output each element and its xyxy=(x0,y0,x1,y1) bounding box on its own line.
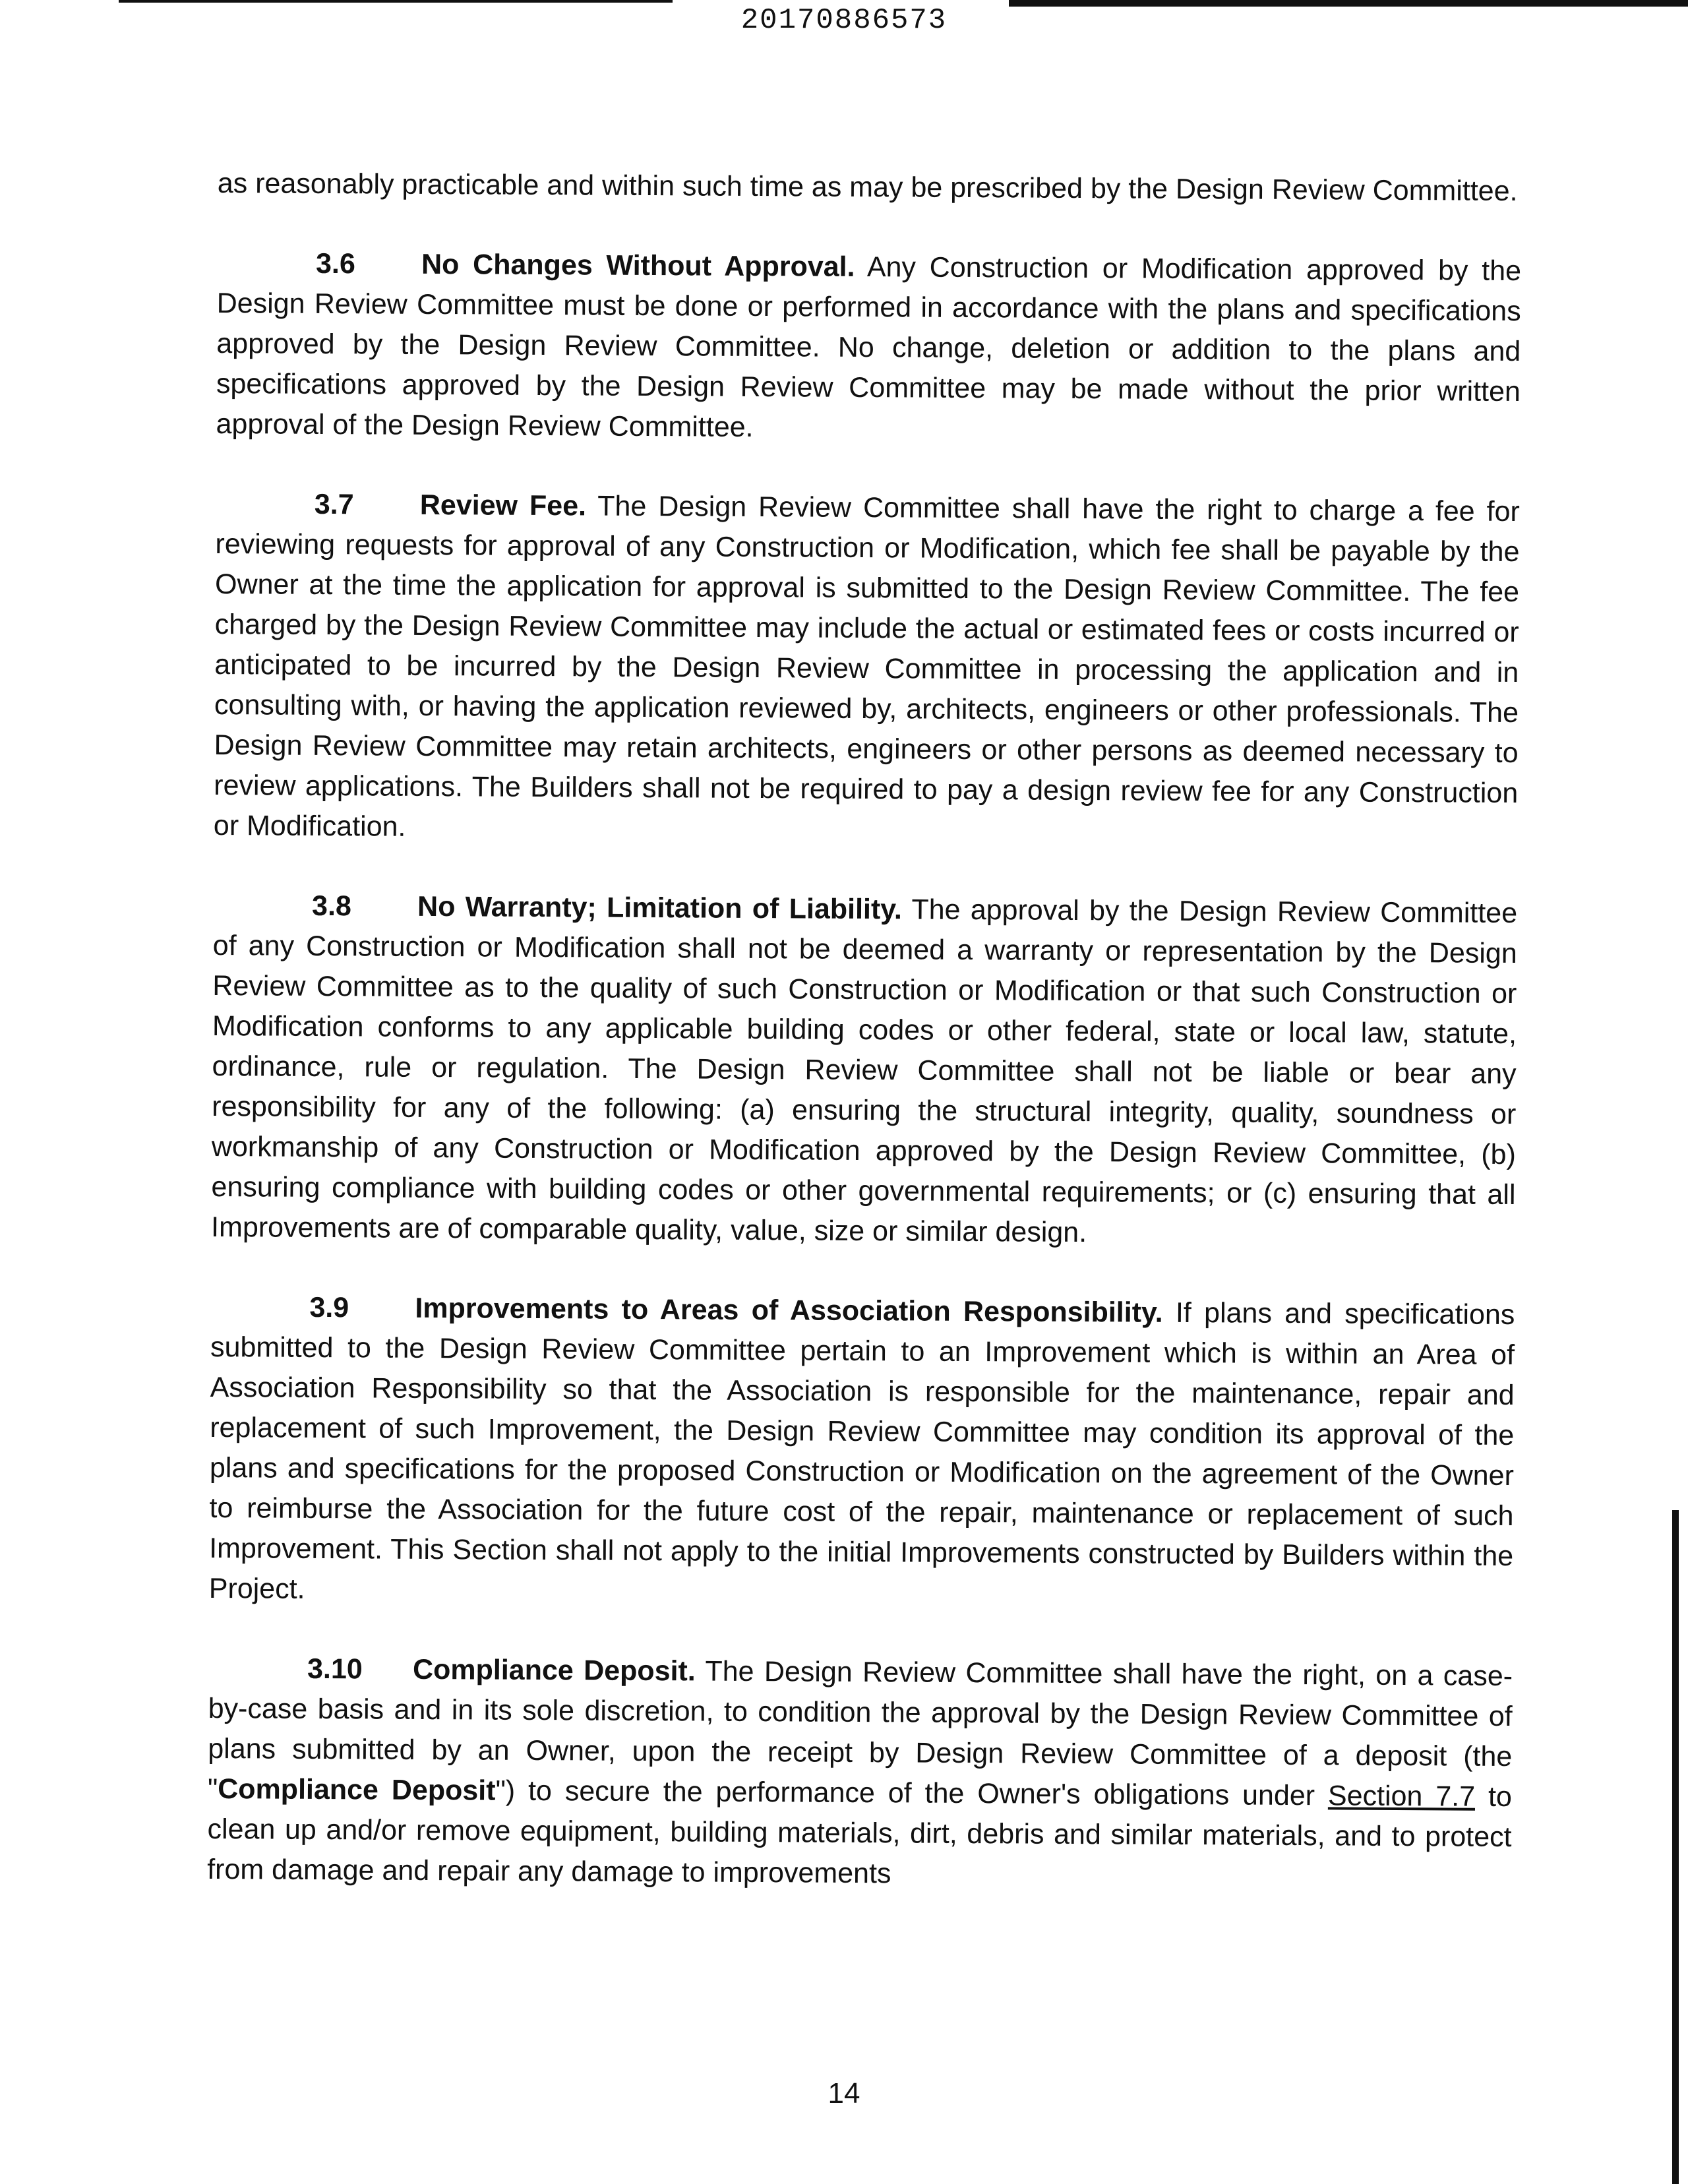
section-number: 3.6 xyxy=(315,247,356,280)
page-number: 14 xyxy=(828,2077,860,2109)
section-body: Any Construction or Modification approved by the Design Review Committee must be done or performed in accordance with the plans and specifications approved by the Design Review Committee. No change, deletion or addition to the plans and specifications approved by the Design Review Committee may be made without the prior written approval of the Design Review Committee. xyxy=(216,251,1522,443)
section-title: Compliance Deposit. xyxy=(412,1653,696,1687)
document-body xyxy=(207,164,1522,1937)
section-3-6 xyxy=(216,243,1521,452)
section-title: Improvements to Areas of Association Responsibility. xyxy=(415,1292,1163,1329)
section-reference-link[interactable]: Section 7.7 xyxy=(1327,1780,1476,1813)
intro-text: as reasonably practicable and within such time as may be prescribed by the Design Review Committee. xyxy=(217,167,1518,208)
section-body: The approval by the Design Review Committee of any Construction or Modification shall not be deemed a warranty or representation by the Design Review Committee as to the quality of such Construction or Modification or that such Construction or Modification conforms to any applicable building codes or other federal, state or local law, statute, ordinance, rule or regulation. The Design Review Committee shall not be liable or bear any responsibility for any of the following: (a) ensuring the structural integrity, quality, soundness or workmanship of any Construction or Modification approved by the Design Review Committee, (b) ensuring compliance with building codes or other governmental requirements; or (c) ensuring that all Improvements are of comparable quality, value, size or similar design. xyxy=(211,894,1518,1249)
intro-paragraph xyxy=(218,164,1522,212)
section-body: If plans and specifications submitted to the Design Review Committee pertain to an Improvement which is within an Area of Association Responsibility so that the Association is responsible for the maintenance, repair and replacement of such Improvement, the Design Review Committee may condition its approval of the plans and specifications for the proposed Construction or Modification on the agreement of the Owner to reimburse the Association for the future cost of the repair, maintenance or replacement of such Improvement. This Section shall not apply to the initial Improvements constructed by Builders within the Project. xyxy=(208,1296,1515,1605)
section-title: No Warranty; Limitation of Liability. xyxy=(417,890,903,926)
top-scan-rule-left xyxy=(119,0,673,3)
section-body-part2: ") to secure the performance of the Owner's obligations under xyxy=(495,1774,1329,1812)
section-number: 3.10 xyxy=(307,1653,363,1685)
section-number: 3.9 xyxy=(309,1291,349,1324)
section-number: 3.8 xyxy=(311,890,352,923)
section-3-10 xyxy=(207,1649,1513,1898)
section-number: 3.7 xyxy=(314,488,354,521)
section-title: No Changes Without Approval. xyxy=(421,248,855,283)
recording-number: 20170886573 xyxy=(740,4,948,37)
section-body-part3: to clean up and/or remove equipment, building materials, dirt, debris and similar materials, and to protect from damage and repair any damage to improvements xyxy=(207,1780,1513,1890)
section-3-8 xyxy=(211,886,1517,1256)
section-body: The Design Review Committee shall have the right to charge a fee for reviewing requests for approval of any Construction or Modification, which fee shall be payable by the Owner at the time the application for approval is submitted to the Design Review Committee. The fee charged by the Design Review Committee may include the actual or estimated fees or costs incurred or anticipated to be incurred by the Design Review Committee in processing the application and in consulting with, or having the application reviewed by, architects, engineers or other professionals. The Design Review Committee may retain architects, engineers or other persons as deemed necessary to review applications. The Builders shall not be required to pay a design review fee for any Construction or Modification. xyxy=(213,490,1520,843)
section-body-part1: The Design Review Committee shall have the right, on a case-by-case basis and in its sole discretion, to condition the approval by the Design Review Committee of plans submitted by an Owner, upon the receipt by Design Review Committee of a deposit (the " xyxy=(207,1655,1513,1805)
section-title: Review Fee. xyxy=(419,489,587,522)
defined-term: Compliance Deposit xyxy=(218,1773,496,1807)
section-3-9 xyxy=(209,1287,1515,1617)
section-3-7 xyxy=(214,484,1520,854)
